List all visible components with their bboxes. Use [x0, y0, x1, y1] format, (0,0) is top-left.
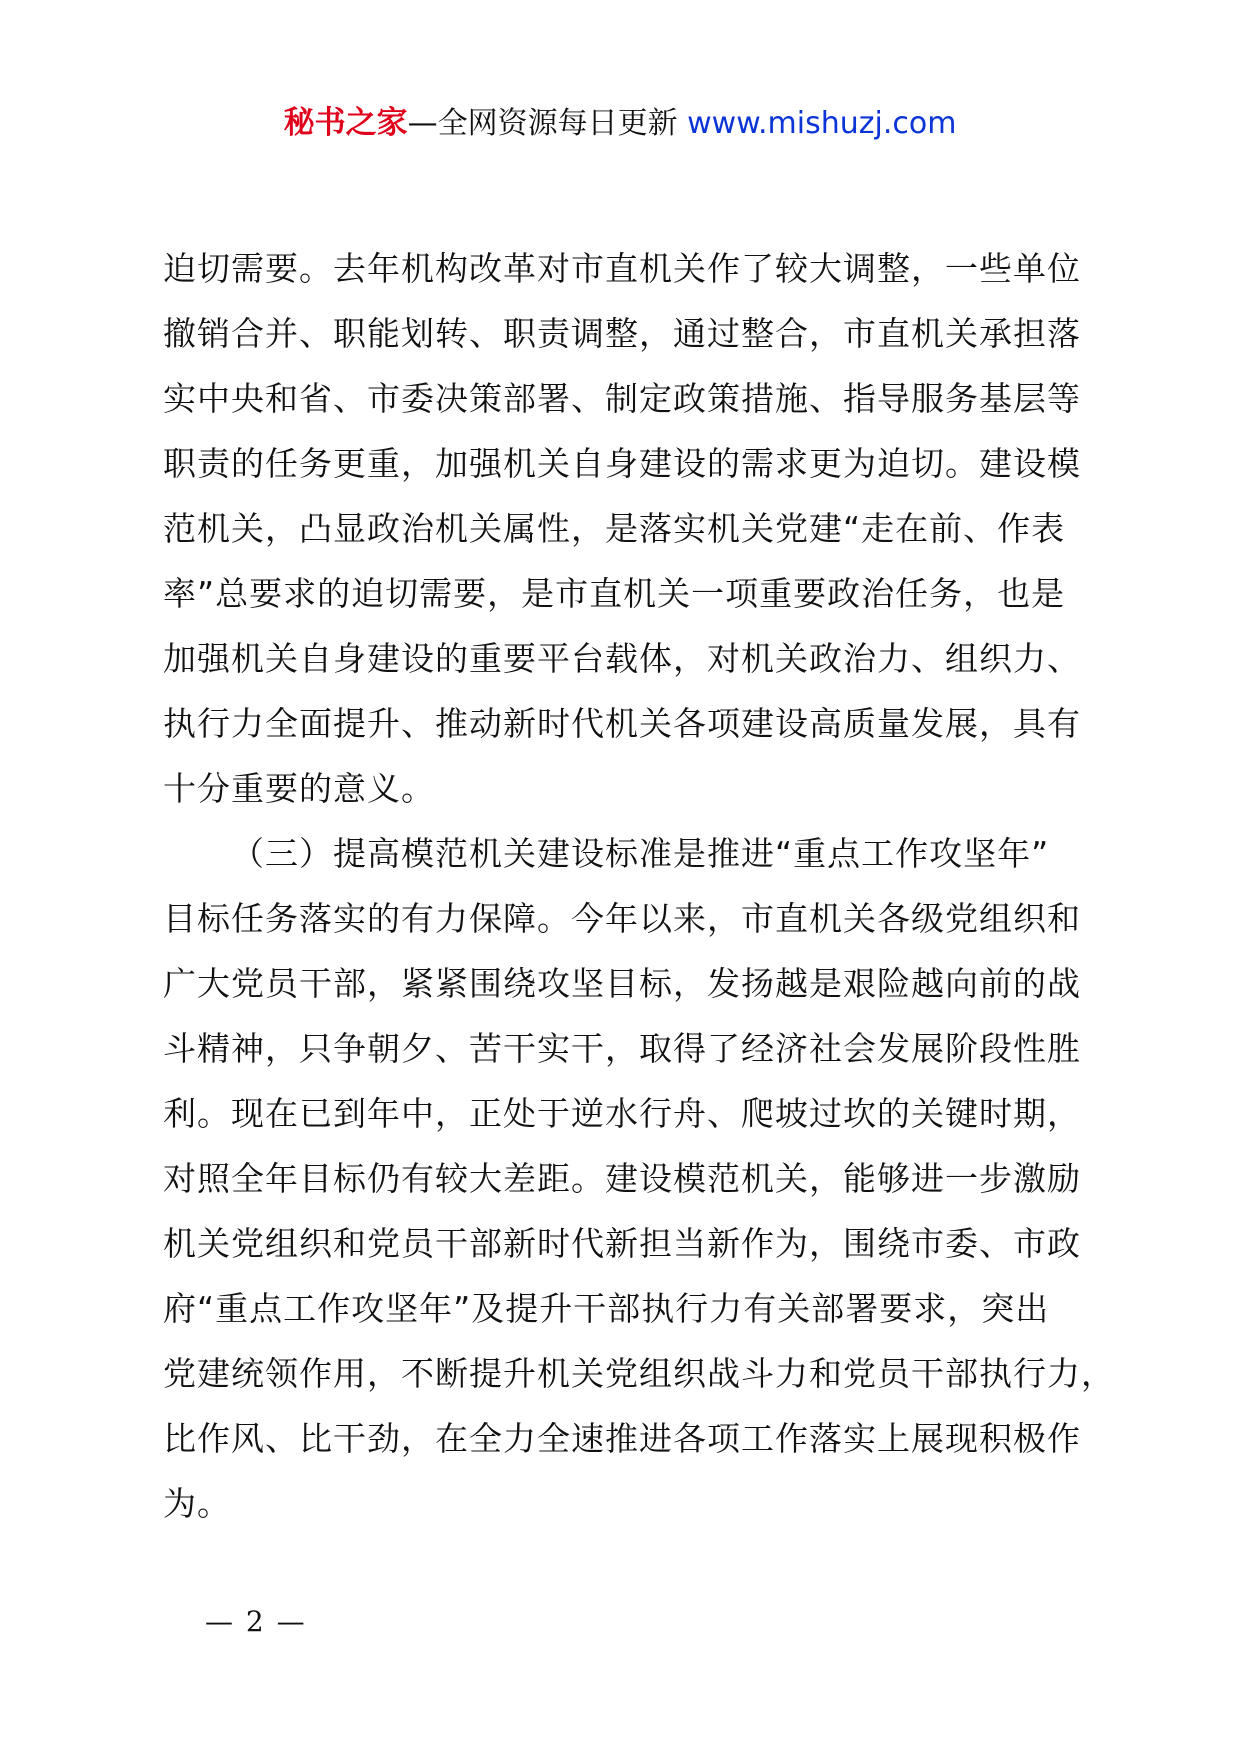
text-line: 加强机关自身建设的重要平台载体，对机关政治力、组织力、: [163, 639, 1081, 678]
paragraph-2: [163, 821, 1115, 1536]
text-line: 率”总要求的迫切需要，是市直机关一项重要政治任务，也是: [163, 574, 1066, 613]
text-line: 迫切需要。去年机构改革对市直机关作了较大调整，一些单位: [163, 249, 1081, 288]
site-brand: 秘书之家: [283, 105, 408, 141]
text-line: 机关党组织和党员干部新时代新担当新作为，围绕市委、市政: [163, 1224, 1081, 1263]
text-line: 利。现在已到年中，正处于逆水行舟、爬坡过坎的关键时期，: [163, 1094, 1081, 1133]
site-slogan: —全网资源每日更新: [407, 106, 678, 141]
text-line: 范机关，凸显政治机关属性，是落实机关党建“走在前、作表: [163, 509, 1066, 548]
text-line: （三）提高模范机关建设标准是推进“重点工作攻坚年”: [231, 834, 1050, 873]
text-line: 对照全年目标仍有较大差距。建设模范机关，能够进一步激励: [163, 1159, 1081, 1198]
text-line: 实中央和省、市委决策部署、制定政策措施、指导服务基层等: [163, 379, 1081, 418]
site-url[interactable]: www.mishuzj.com: [687, 106, 957, 141]
text-line: 目标任务落实的有力保障。今年以来，市直机关各级党组织和: [163, 899, 1081, 938]
document-body: [163, 236, 1115, 1536]
text-line: 广大党员干部，紧紧围绕攻坚目标，发扬越是艰险越向前的战: [163, 964, 1081, 1003]
text-line: 十分重要的意义。: [163, 769, 435, 808]
text-line: 比作风、比干劲，在全力全速推进各项工作落实上展现积极作: [163, 1419, 1081, 1458]
text-line: 党建统领作用，不断提升机关党组织战斗力和党员干部执行力，: [163, 1354, 1115, 1393]
text-line: 执行力全面提升、推动新时代机关各项建设高质量发展，具有: [163, 704, 1081, 743]
text-line: 为。: [163, 1484, 231, 1523]
page-number: — 2 —: [205, 1605, 307, 1638]
text-line: 撤销合并、职能划转、职责调整，通过整合，市直机关承担落: [163, 314, 1081, 353]
text-line: 职责的任务更重，加强机关自身建设的需求更为迫切。建设模: [163, 444, 1081, 483]
text-line: 府“重点工作攻坚年”及提升干部执行力有关部署要求，突出: [163, 1289, 1050, 1328]
watermark-header: [0, 103, 1240, 144]
paragraph-1: [163, 236, 1083, 821]
text-line: 斗精神，只争朝夕、苦干实干，取得了经济社会发展阶段性胜: [163, 1029, 1081, 1068]
